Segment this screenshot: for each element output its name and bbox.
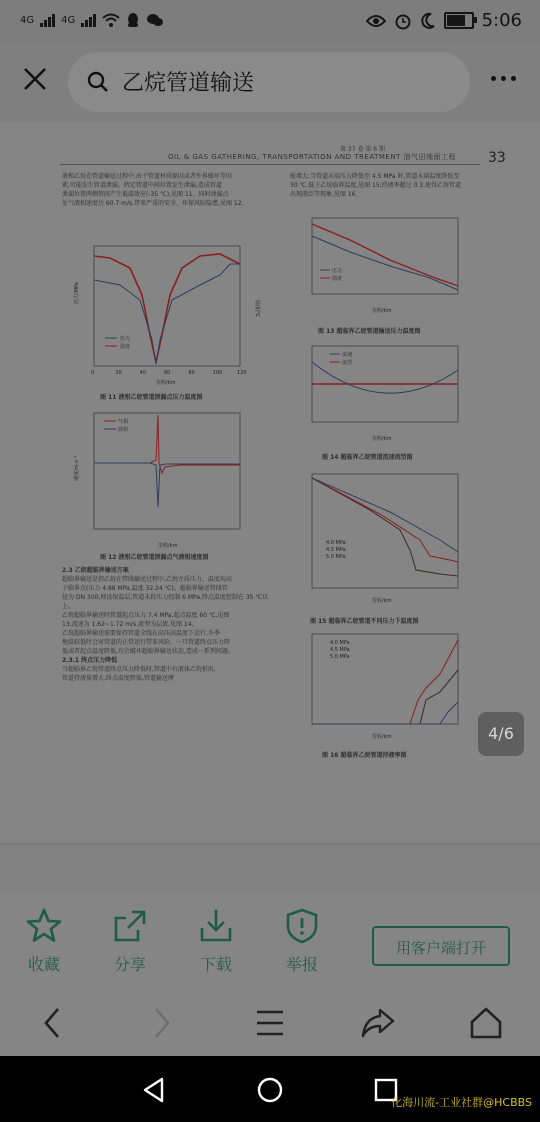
journal-name: OIL & GAS GATHERING, TRANSPORTATION AND TREATMENT 油气田地面工程: [168, 153, 457, 161]
status-left: [20, 12, 164, 28]
plot-frame: [312, 218, 458, 294]
x-ticks: [91, 370, 247, 376]
right-top-text: [290, 172, 480, 199]
status-bar: [0, 0, 540, 44]
legend-5-0: 5.0 MPa: [330, 654, 350, 660]
text-line: 管道持液量增大,终点温度降低,管道输送摩: [62, 675, 174, 682]
report-button[interactable]: [272, 906, 332, 975]
y-axis-label: 速度/m·s⁻¹: [74, 455, 80, 481]
figure-11-caption: 图 11 液相乙烷管道泄漏点压力温度图: [100, 394, 203, 401]
shield-alert-icon: [282, 906, 322, 946]
subsection-heading: 2.3.1 终点压力降低: [62, 657, 118, 664]
moon-icon: [420, 12, 436, 30]
text-line: 当超临界乙烷管道终点压力降低时,管道中有液体乙烷析出,: [62, 666, 216, 673]
text-line: 能增大;当管道末端压力降低至 4.5 MPa 时,管道末端温度降低至: [290, 173, 460, 180]
figure-15-caption: 图 15 超临界乙烷管道不同压力下温度图: [310, 618, 419, 625]
watermark: 化海川流-工业社群@HCBBS: [391, 1096, 532, 1109]
document-viewer[interactable]: [0, 122, 540, 892]
share-label: 分享: [113, 955, 146, 974]
intro-text: [62, 172, 274, 208]
chevron-left-icon: [38, 1006, 68, 1040]
report-label: 举报: [285, 955, 318, 974]
close-icon: [22, 66, 48, 92]
figure-12-caption: 图 12 液相乙烷管道泄漏点气液相速度图: [100, 554, 209, 561]
more-menu-button[interactable]: [491, 76, 516, 81]
status-right: [366, 10, 522, 31]
figure-11-chart: [70, 240, 270, 390]
legend-5-0: 5.0 MPa: [326, 554, 346, 560]
figure-16-chart: [290, 630, 480, 745]
legend-4-0: 4.0 MPa: [330, 640, 350, 646]
plot-frame: [312, 474, 458, 588]
alarm-icon: [394, 12, 412, 30]
x-axis-label: 里程/km: [158, 543, 178, 549]
network-label-1: 4G: [20, 14, 35, 26]
series-5-0-line: [312, 702, 458, 724]
system-nav-bar: [0, 1056, 540, 1122]
download-icon: [196, 906, 236, 946]
figure-13-chart: [290, 214, 480, 319]
menu-icon: [254, 1006, 286, 1040]
network-label-2: 4G: [61, 14, 76, 26]
text-line: 于临界点(压力 4.88 MPa,温度 32.24 ℃)。超临界输送管线管: [62, 585, 228, 592]
header-rule: [60, 164, 480, 165]
text-line: 液相乙烷在管道输送过程中,由于管道材质原因或者外界破坏等因: [62, 173, 232, 180]
favorite-label: 收藏: [27, 955, 60, 974]
legend-temperature: 温度: [120, 344, 131, 350]
page-counter: 4/6: [478, 712, 524, 756]
wechat-icon: [146, 13, 164, 27]
text-line: 30 ℃,低于乙烷临界温度,见图 15;持液率超过 0.3,使得乙烷管道: [290, 182, 462, 189]
legend-4-5: 4.5 MPa: [330, 647, 350, 653]
legend-4-5: 4.5 MPa: [326, 547, 346, 553]
signal-icon-1: [40, 13, 55, 27]
legend-4-0: 4.0 MPa: [326, 540, 346, 546]
series-4-0-line: [312, 478, 458, 576]
text-line: 低或者起点温度降低,均会破坏超临界输送状态,造成一系列问题。: [62, 648, 234, 655]
download-label: 下载: [199, 955, 232, 974]
legend-velocity: 流速: [342, 352, 353, 358]
x-tick-label: 100: [212, 370, 223, 376]
more-dot-icon: [491, 76, 496, 81]
system-home-button[interactable]: [256, 1076, 284, 1108]
x-tick-label: 0: [91, 370, 95, 376]
favorite-button[interactable]: [14, 906, 74, 975]
page-separator: [0, 844, 540, 845]
legend-liquid: 液相: [118, 427, 129, 433]
more-dot-icon: [501, 76, 506, 81]
liquid-velocity-line: [94, 463, 240, 507]
circle-home-icon: [256, 1076, 284, 1104]
legend-pressure: 压力: [332, 268, 343, 274]
chevron-right-icon: [146, 1006, 176, 1040]
more-dot-icon: [511, 76, 516, 81]
text-line: 径为 DN 300,埋设保温层,管道末段压力控制 6 MPa,终点温度控制在 35 ℃以上。: [62, 594, 269, 610]
search-icon: [86, 70, 110, 94]
browser-nav-bar: [0, 992, 540, 1056]
wifi-icon: [102, 13, 120, 27]
open-in-client-button[interactable]: 用客户端打开: [372, 926, 510, 966]
x-tick-label: 40: [139, 370, 147, 376]
x-tick-label: 20: [115, 370, 122, 376]
legend-pressure: 压力: [120, 336, 131, 342]
section-2-3: [62, 566, 274, 683]
page-number: 33: [488, 150, 506, 166]
figure-14-chart: [290, 342, 480, 447]
text-line: 乙烷超临界输送需要保持管道全线在高压高温度下运行,冬季: [62, 630, 220, 637]
search-bar[interactable]: [68, 52, 470, 112]
x-axis-label: 里程/km: [372, 308, 392, 314]
figure-15-chart: [290, 470, 480, 610]
back-button[interactable]: [38, 1006, 68, 1044]
text-line: 13;流速为 1.62~1.72 m/s,流型为层流,见图 14。: [62, 621, 198, 628]
qq-icon: [126, 12, 140, 28]
x-axis-label: 里程/km: [156, 380, 176, 386]
x-tick-label: 120: [237, 370, 247, 376]
search-query: 乙烷管道输送: [122, 71, 255, 96]
clock: 5:06: [481, 10, 522, 31]
figure-13-caption: 图 13 超临界乙烷管道输送压力温度图: [318, 328, 421, 335]
x-axis-label: 里程/km: [372, 734, 392, 740]
text-line: 处气液相速度达 60.7 m/s,带来严重的安全、环保风险隐患,见图 12。: [62, 200, 248, 207]
text-line: 乙烷超临界输送时管道起点压力 7.4 MPa,起点温度 60 ℃,见图: [62, 612, 230, 619]
close-button[interactable]: [22, 66, 48, 98]
legend-flow-pattern: 流型: [342, 360, 353, 366]
download-button[interactable]: [186, 906, 246, 975]
battery-icon: [444, 12, 474, 29]
text-line: 地温较低时会对管道的正常运行带来风险。一旦管道终点压力降: [62, 639, 231, 646]
system-back-button[interactable]: [140, 1076, 168, 1108]
action-bar: [0, 892, 540, 992]
home-button[interactable]: [468, 1006, 504, 1044]
x-tick-label: 80: [188, 370, 195, 376]
flow-velocity-line: [312, 362, 458, 393]
home-icon: [468, 1006, 504, 1040]
menu-button[interactable]: [254, 1006, 286, 1044]
eye-icon: [366, 14, 386, 28]
text-line: 素,可能发生管道泄漏。假定管道中间位置发生泄漏,造成管道: [62, 182, 222, 189]
x-axis-label: 里程/km: [372, 598, 392, 604]
y2-axis-label: 温度/℃: [254, 300, 260, 318]
text-line: 泄漏位置两侧管段产生低温效应(-35 ℃),见图 11。同时泄漏点: [62, 191, 229, 198]
star-icon: [24, 906, 64, 946]
signal-icon-2: [81, 13, 96, 27]
legend-temperature: 温度: [332, 276, 343, 282]
section-heading: 2.3 乙烷超临界输送方案: [62, 567, 129, 574]
document-page: [0, 122, 540, 842]
x-axis-label: 里程/km: [372, 436, 392, 442]
figure-16-caption: 图 16 超临界乙烷管道持液率图: [322, 752, 407, 759]
x-tick-label: 60: [164, 370, 171, 376]
legend-gas: 气相: [118, 419, 129, 425]
journal-issue: 第 37 卷 第 6 期: [340, 146, 385, 153]
text-line: 超临界输送是指乙烷在管线输送过程中,乙烷介质压力、温度均高: [62, 576, 232, 583]
triangle-back-icon: [140, 1076, 168, 1104]
forward-button[interactable]: [146, 1006, 176, 1044]
forward-arrow-icon: [360, 1006, 396, 1040]
share-button[interactable]: [100, 906, 160, 975]
figure-14-caption: 图 14 超临界乙烷管道流速流型图: [322, 454, 413, 461]
y-axis-label: 压力/MPa: [74, 282, 80, 304]
top-bar: [0, 44, 540, 122]
share-icon: [110, 906, 150, 946]
figure-12-chart: [70, 407, 270, 552]
text-line: 出现液泛等现象,见图 16。: [290, 191, 362, 198]
forward-share-button[interactable]: [360, 1006, 396, 1044]
plot-frame: [94, 413, 240, 529]
